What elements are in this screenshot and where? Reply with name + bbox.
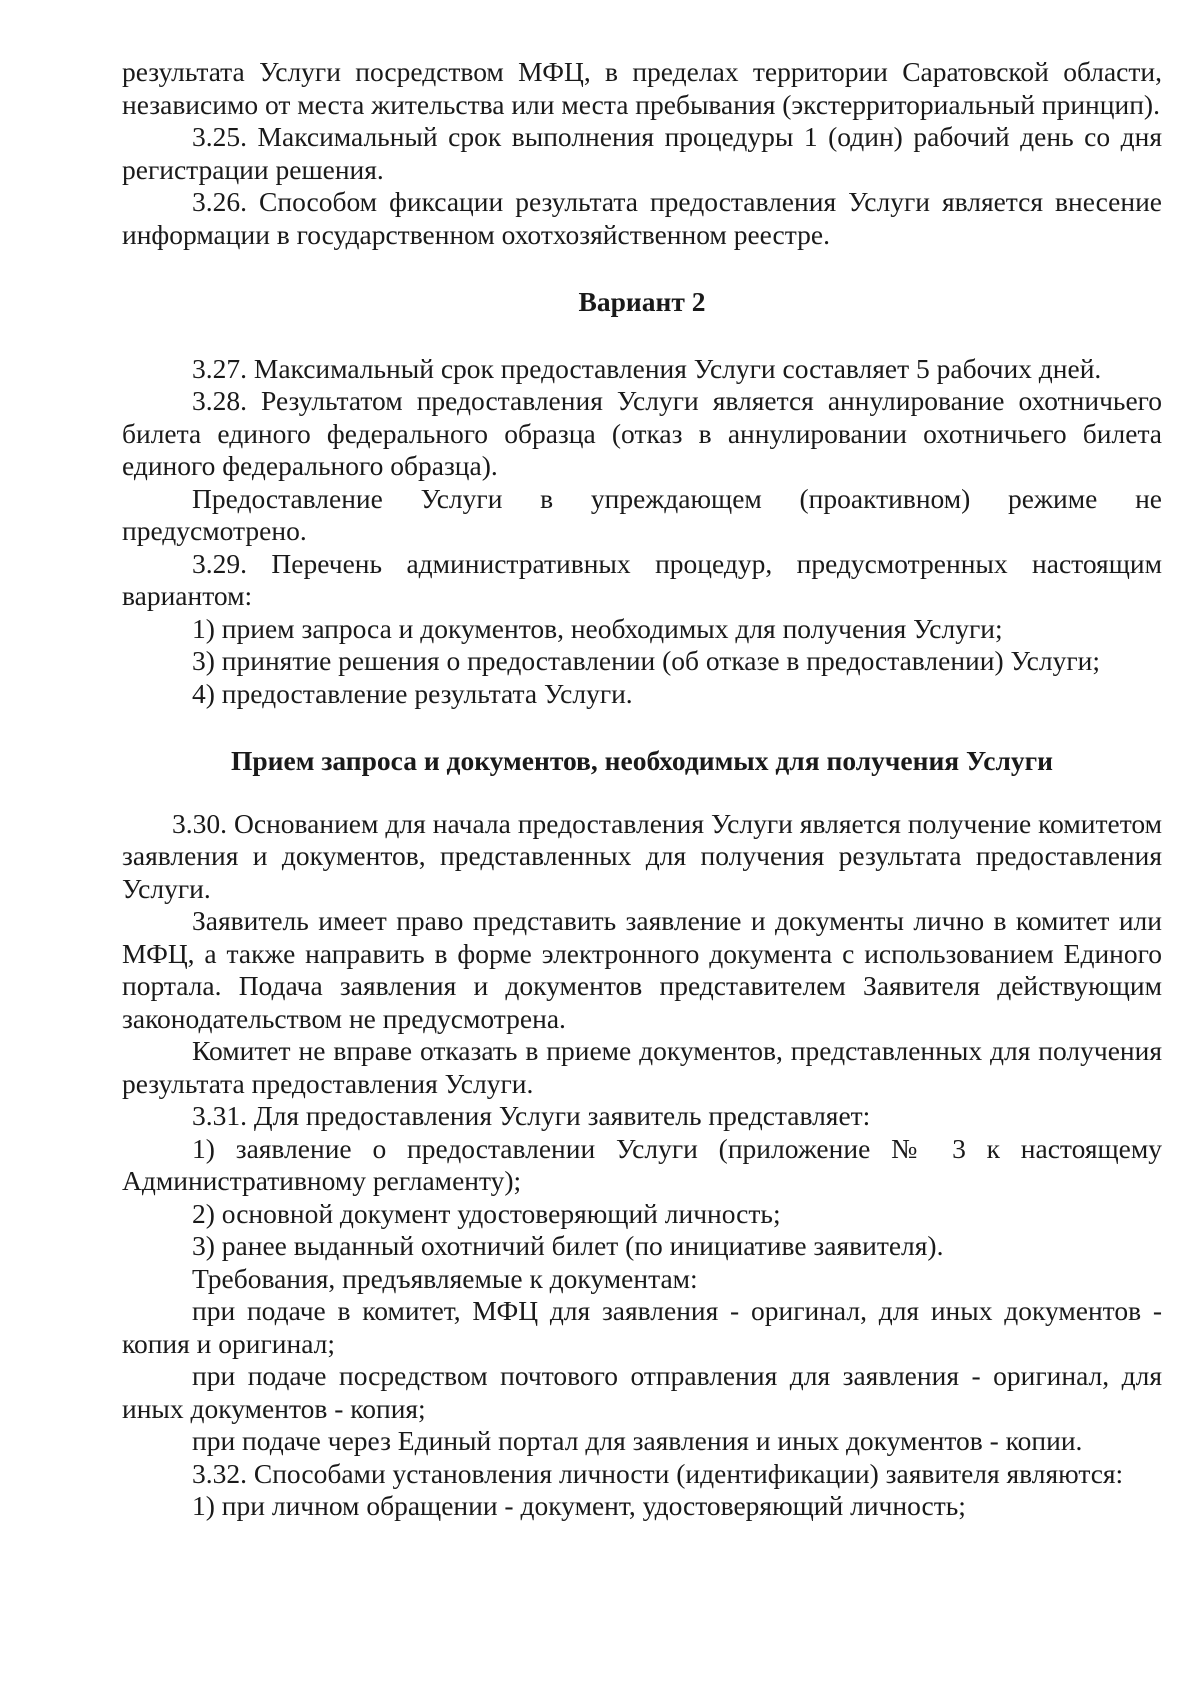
paragraph-requirements: Требования, предъявляемые к документам:	[192, 1262, 698, 1294]
requirement-item: при подаче через Единый портал для заявления и иных документов - копии.	[192, 1425, 1083, 1456]
document-page	[122, 56, 1162, 1523]
paragraph-3-28: 3.28. Результатом предоставления Услуги является аннулирование охотничьего билета единого федерального образца (отказ в аннулировании охотничьего билета единого федерального образца).	[122, 385, 1162, 481]
document-item: 2) основной документ удостоверяющий личность;	[192, 1197, 781, 1229]
paragraph-3-24-continuation: результата Услуги посредством МФЦ, в пределах территории Саратовской области, независимо от места жительства или места пребывания (экстерриториальный принцип).	[122, 56, 1162, 120]
paragraph-committee: Комитет не вправе отказать в приеме документов, представленных для получения результата предоставления Услуги.	[122, 1035, 1162, 1099]
paragraph-3-32: 3.32. Способами установления личности (идентификации) заявителя являются:	[192, 1457, 1124, 1489]
document-item: 1) заявление о предоставлении Услуги (приложение № 3 к настоящему Административному регламенту);	[122, 1132, 1162, 1196]
requirement-item: при подаче посредством почтового отправления для заявления - оригинал, для иных документов - копия;	[122, 1360, 1162, 1424]
paragraph-proactive: Предоставление Услуги в упреждающем (проактивном) режиме не предусмотрено.	[122, 482, 1162, 546]
paragraph-applicant-right: Заявитель имеет право представить заявление и документы лично в комитет или МФЦ, а также направить в форме электронного документа с использованием Единого портала. Подача заявления и документов представителем Заявителя действующим законодательством не предусмотрена.	[122, 905, 1162, 1034]
paragraph-3-26: 3.26. Способом фиксации результата предоставления Услуги является внесение информации в государственном охотхозяйственном реестре.	[122, 186, 1162, 250]
variant-2-heading: Вариант 2	[578, 286, 706, 317]
paragraph-3-25: 3.25. Максимальный срок выполнения процедуры 1 (один) рабочий день со дня регистрации решения.	[122, 121, 1162, 185]
document-item: 3) ранее выданный охотничий билет (по инициативе заявителя).	[192, 1230, 944, 1261]
procedure-item: 3) принятие решения о предоставлении (об отказе в предоставлении) Услуги;	[192, 645, 1100, 676]
requirement-item: при подаче в комитет, МФЦ для заявления - оригинал, для иных документов - копия и оригинал;	[122, 1295, 1162, 1359]
paragraph-3-29: 3.29. Перечень административных процедур, предусмотренных настоящим вариантом:	[122, 547, 1162, 611]
paragraph-3-31: 3.31. Для предоставления Услуги заявитель представляет:	[192, 1100, 871, 1131]
paragraph-3-27: 3.27. Максимальный срок предоставления Услуги составляет 5 рабочих дней.	[192, 352, 1102, 384]
reception-heading: Прием запроса и документов, необходимых для получения Услуги	[231, 745, 1053, 776]
paragraph-3-30: 3.30. Основанием для начала предоставления Услуги является получение комитетом заявления и документов, представленных для получения результата предоставления Услуги.	[122, 807, 1162, 904]
procedure-item: 4) предоставление результата Услуги.	[192, 677, 633, 709]
procedure-item: 1) прием запроса и документов, необходимых для получения Услуги;	[192, 612, 1003, 644]
identification-item: 1) при личном обращении - документ, удостоверяющий личность;	[192, 1490, 966, 1521]
